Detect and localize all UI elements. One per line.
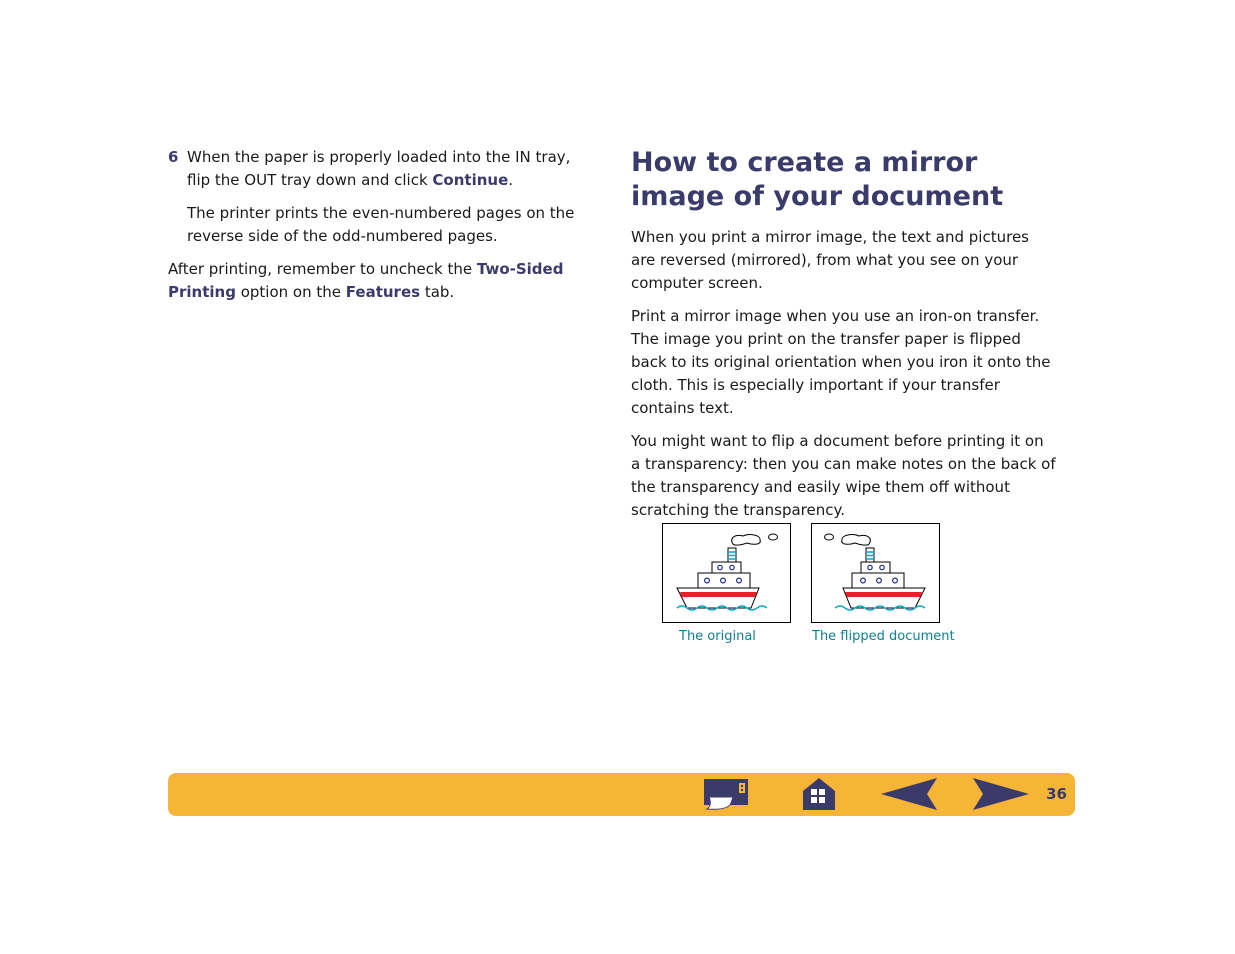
printer-icon[interactable] xyxy=(703,777,749,815)
flipped-ship-icon xyxy=(812,524,939,622)
left-column xyxy=(168,146,598,314)
section-title: How to create a mirror image of your document xyxy=(631,147,1004,212)
back-arrow-icon[interactable] xyxy=(880,777,938,815)
step-number: 6 xyxy=(168,148,179,166)
step-note: The printer prints the even-numbered pages on the reverse side of the odd-numbered pages. xyxy=(187,204,575,245)
home-icon[interactable] xyxy=(802,777,836,815)
paragraph-2: Print a mirror image when you use an iron-on transfer. The image you print on the transfer paper is flipped back to its original orientation when you iron it onto the cloth. This is especially important if your transfer contains text. xyxy=(631,307,1051,417)
original-image xyxy=(662,523,791,623)
flipped-image xyxy=(811,523,940,623)
flipped-caption: The flipped document xyxy=(812,629,955,644)
step-text: When the paper is properly loaded into the IN tray, flip the OUT tray down and click Continue. xyxy=(187,148,571,189)
two-sided-printing-keyword: Two-Sided Printing xyxy=(168,260,564,301)
right-column xyxy=(631,146,1056,532)
forward-arrow-icon[interactable] xyxy=(972,777,1030,815)
paragraph-1: When you print a mirror image, the text and pictures are reversed (mirrored), from what you see on your computer screen. xyxy=(631,228,1029,292)
continue-keyword: Continue xyxy=(432,171,509,189)
after-printing-text: After printing, remember to uncheck the Two-Sided Printing option on the Features tab. xyxy=(168,260,564,301)
page-number: 36 xyxy=(1046,785,1067,803)
features-keyword: Features xyxy=(345,283,421,301)
navigation-bar xyxy=(168,773,1075,816)
ship-icon xyxy=(663,524,790,622)
paragraph-3: You might want to flip a document before printing it on a transparency: then you can make notes on the back of the transparency and easily wipe them off without scratching the transparency. xyxy=(631,432,1056,519)
original-caption: The original xyxy=(679,629,756,644)
step-item xyxy=(168,146,598,248)
